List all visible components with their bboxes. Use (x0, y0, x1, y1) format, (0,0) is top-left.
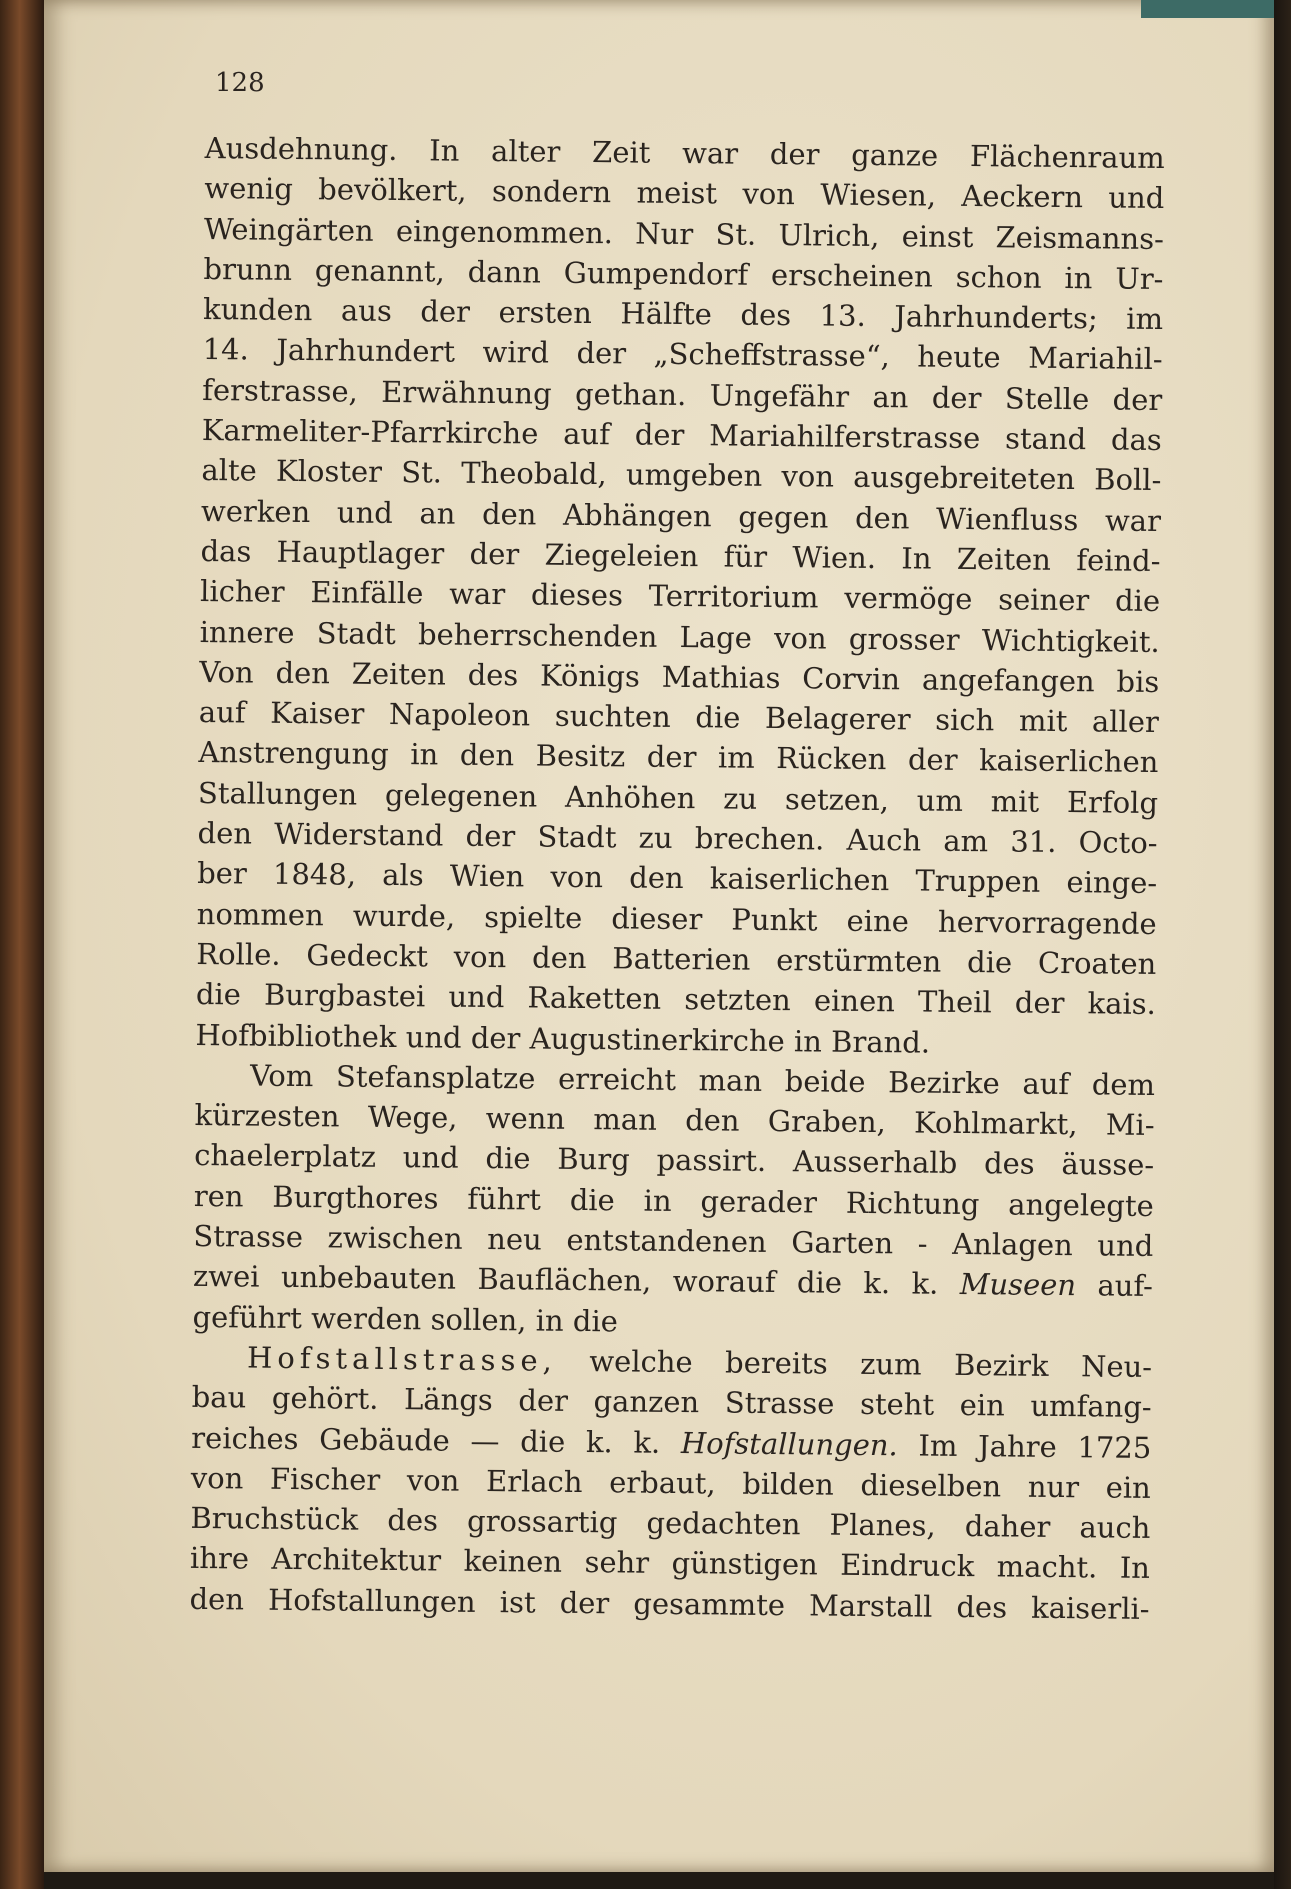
text-line: Strasse zwischen neu entstandenen Garten - Anlagen und (193, 1218, 1154, 1264)
text-segment: reiches Gebäude — die k. k. (191, 1420, 661, 1460)
text-line: von Fischer von Erlach erbaut, bilden dieselben nur ein (190, 1460, 1151, 1505)
text-line: bau gehört. Längs der ganzen Strasse steht ein umfang- (191, 1380, 1152, 1425)
emphasis-museen: Museen (959, 1267, 1077, 1303)
text-line: das Hauptlager der Ziegeleien für Wien. In Zeiten feind- (200, 533, 1161, 578)
text-line: chaelerplatz und die Burg passirt. Ausserhalb des äusse- (194, 1138, 1155, 1183)
text-line: den Hofstallungen ist der gesammte Marstall des kaiserli- (189, 1581, 1150, 1626)
text-segment: zwei unbebauten Bauflächen, worauf die k. k. (192, 1259, 939, 1302)
text-line: ihre Architektur keinen sehr günstigen Eindruck macht. In (189, 1541, 1151, 1586)
text-line: Rolle. Gedeckt von den Batterien erstürmten die Croaten (196, 936, 1157, 981)
text-line: ber 1848, als Wien von den kaiserlichen Truppen einge- (197, 856, 1158, 901)
text-line: wenig bevölkert, sondern meist von Wiesen, Aeckern und (204, 171, 1165, 216)
text-line: geführt werden sollen, in die (192, 1299, 619, 1338)
text-line: 14. Jahrhundert wird der „Scheffstrasse“, heute Mariahil- (202, 332, 1163, 377)
text-segment: auf- (1097, 1268, 1154, 1304)
text-line: brunn genannt, dann Gumpendorf erscheinen schon in Ur- (203, 251, 1164, 296)
text-line: Vom Stefansplatze erreicht man beide Bezirke auf dem (249, 1058, 1156, 1102)
text-line: Karmeliter-Pfarrkirche auf der Mariahilferstrasse stand das (201, 413, 1162, 458)
text-line: innere Stadt beherrschenden Lage von grosser Wichtigkeit. (199, 614, 1160, 659)
text-line: Anstrengung in den Besitz der im Rücken der kaiserlichen (198, 735, 1159, 780)
text-line: nommen wurde, spielte dieser Punkt eine hervorragende (196, 896, 1157, 941)
text-line: ren Burgthores führt die in gerader Richtung angelegte (193, 1178, 1154, 1223)
text-line: alte Kloster St. Theobald, umgeben von ausgebreiteten Boll- (201, 453, 1162, 498)
text-line: kunden aus der ersten Hälfte des 13. Jahrhunderts; im (202, 292, 1164, 337)
emphasis-hofstallungen: Hofstallungen. (680, 1425, 898, 1462)
cover-strip (1141, 0, 1291, 18)
text-line: Weingärten eingenommen. Nur St. Ulrich, einst Zeismanns- (203, 211, 1165, 256)
text-line: Von den Zeiten des Königs Mathias Corvin angefangen bis (199, 654, 1160, 699)
text-line: kürzesten Wege, wenn man den Graben, Kohlmarkt, Mi- (194, 1098, 1155, 1143)
spaced-heading-hofstallstrasse: Hofstallstrasse, (246, 1340, 557, 1378)
text-line: Ausdehnung. In alter Zeit war der ganze Flächenraum (204, 130, 1165, 176)
text-line: licher Einfälle war dieses Territorium vermöge seiner die (199, 574, 1161, 619)
text-line: die Burgbastei und Raketten setzten einen Theil der kais. (195, 977, 1157, 1022)
text-line: Stallungen gelegenen Anhöhen zu setzen, um mit Erfolg (197, 775, 1159, 820)
text-line: werken und an den Abhängen gegen den Wienfluss war (200, 493, 1162, 538)
text-line: Hofbibliothek und der Augustinerkirche in Brand. (195, 1017, 931, 1060)
body-text (189, 128, 1165, 1629)
book-spine-edge (0, 0, 44, 1889)
text-segment: welche bereits zum Bezirk Neu- (589, 1343, 1153, 1384)
text-line: auf Kaiser Napoleon suchten die Belagerer sich mit aller (198, 695, 1160, 740)
text-line: den Widerstand der Stadt zu brechen. Auch am 31. Octo- (197, 816, 1158, 861)
text-line: Bruchstück des grossartig gedachten Planes, daher auch (190, 1501, 1151, 1546)
text-line: ferstrasse, Erwähnung gethan. Ungefähr an der Stelle der (202, 372, 1163, 417)
page-number: 128 (215, 68, 265, 98)
page-right-edge (1274, 0, 1291, 1889)
text-segment: Im Jahre 1725 (918, 1428, 1152, 1465)
